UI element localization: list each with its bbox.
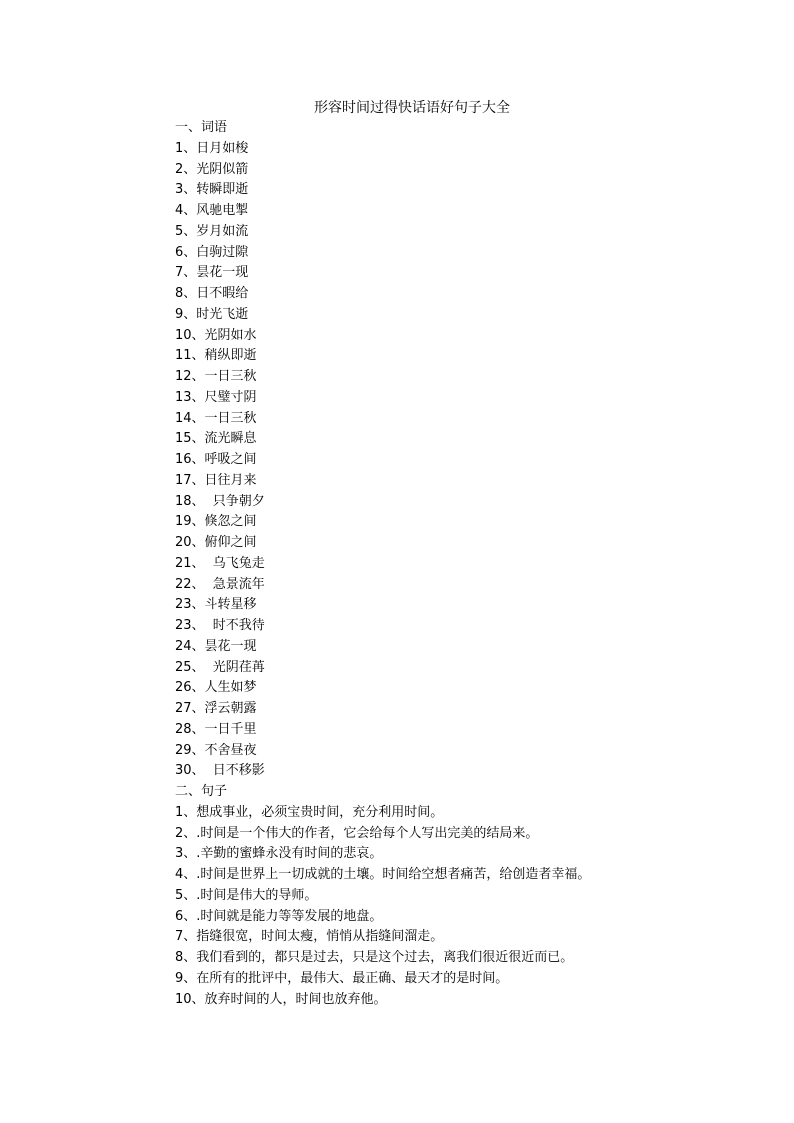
- sentence-item: 5、.时间是伟大的导师。: [175, 887, 318, 903]
- sentence-item: 4、.时间是世界上一切成就的土壤。时间给空想者痛苦，给创造者幸福。: [175, 867, 591, 882]
- sentence-item: 2、.时间是一个伟大的作者，它会给每个人写出完美的结局来。: [175, 825, 539, 841]
- word-item: 7、昙花一现: [175, 265, 249, 281]
- sentence-item: 1、想成事业，必须宝贵时间，充分利用时间。: [175, 804, 444, 820]
- word-item: 15、流光瞬息: [175, 431, 257, 447]
- word-item: 23、斗转星移: [175, 597, 257, 613]
- sentence-item: 7、指缝很宽，时间太瘦，悄悄从指缝间溜走。: [175, 929, 444, 945]
- word-item: 9、时光飞逝: [175, 306, 249, 322]
- word-item: 19、倏忽之间: [175, 514, 257, 530]
- word-item: 26、人生如梦: [175, 680, 257, 696]
- word-item: 6、白驹过隙: [175, 244, 249, 260]
- sentence-item: 8、我们看到的，都只是过去，只是这个过去，离我们很近很近而已。: [175, 950, 574, 965]
- word-item: 25、 光阴荏苒: [175, 659, 265, 675]
- word-item: 13、尺璧寸阴: [175, 389, 257, 405]
- word-item: 14、一日三秋: [175, 410, 257, 426]
- word-item: 10、光阴如水: [175, 327, 257, 343]
- sentence-list: [175, 803, 775, 1011]
- word-item: 29、不舍昼夜: [175, 742, 257, 758]
- sentence-item: 9、在所有的批评中，最伟大、最正确、最天才的是时间。: [175, 970, 509, 986]
- word-item: 28、一日千里: [175, 721, 257, 737]
- word-item: 18、 只争朝夕: [175, 493, 265, 509]
- word-item: 3、转瞬即逝: [175, 182, 249, 198]
- word-item: 16、呼吸之间: [175, 452, 257, 467]
- section-heading: 一、词语: [175, 120, 228, 135]
- word-item: 30、 日不移影: [175, 763, 265, 779]
- section-heading: 二、句子: [175, 784, 228, 799]
- word-item: 4、风驰电掣: [175, 203, 249, 218]
- word-item: 8、日不暇给: [175, 286, 249, 301]
- word-item: 11、稍纵即逝: [175, 348, 257, 364]
- word-item: 1、日月如梭: [175, 140, 249, 156]
- word-item: 21、 乌飞兔走: [175, 555, 265, 571]
- document-title: 形容时间过得快话语好句子大全: [314, 100, 510, 116]
- word-item: 20、俯仰之间: [175, 535, 257, 550]
- word-list: [175, 139, 775, 782]
- sentence-item: 3、.辛勤的蜜蜂永没有时间的悲哀。: [175, 846, 383, 862]
- word-item: 5、岁月如流: [175, 223, 249, 239]
- word-item: 27、浮云朝露: [175, 701, 257, 716]
- word-item: 23、 时不我待: [175, 618, 265, 633]
- word-item: 12、一日三秋: [175, 369, 257, 384]
- sentence-item: 6、.时间就是能力等等发展的地盘。: [175, 908, 383, 924]
- word-item: 2、光阴似箭: [175, 161, 249, 177]
- word-item: 22、 急景流年: [175, 576, 265, 592]
- document-body: [175, 118, 775, 1010]
- sentence-item: 10、放弃时间的人，时间也放弃他。: [175, 991, 387, 1007]
- word-item: 17、日往月来: [175, 472, 257, 488]
- word-item: 24、昙花一现: [175, 638, 257, 654]
